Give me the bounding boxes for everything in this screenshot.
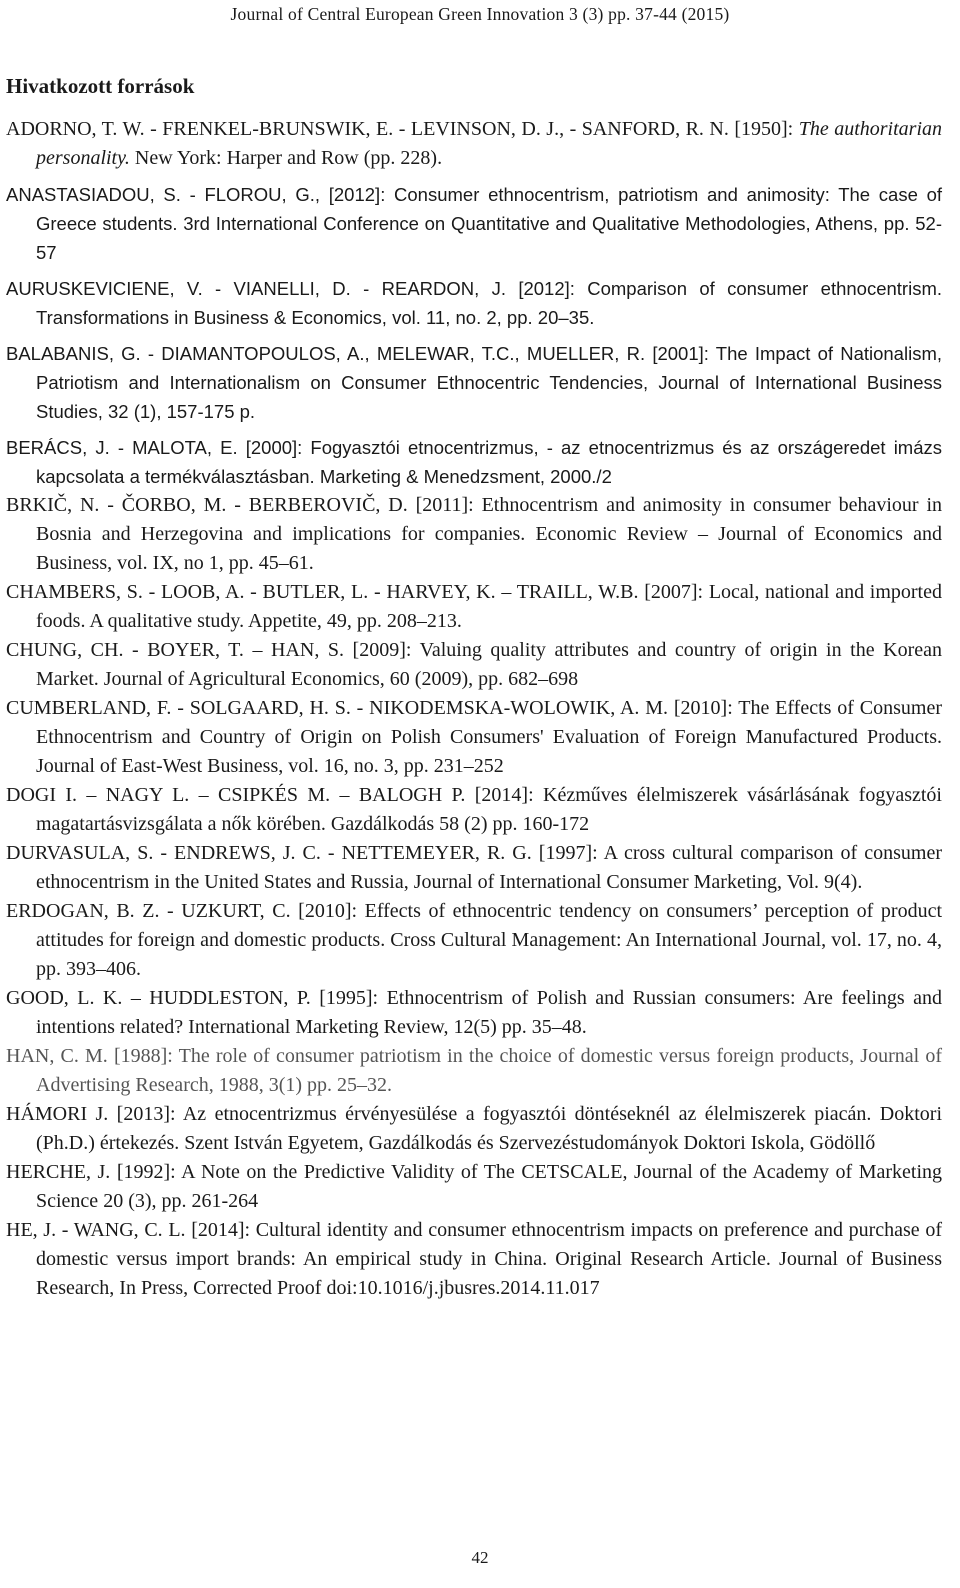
section-title: Hivatkozott források [6, 74, 195, 98]
reference-title-italic: The authoritarian personality. [36, 118, 943, 169]
page-number: 42 [471, 1548, 489, 1567]
reference-item: HÁMORI J. [2013]: Az etnocentrizmus érvényesülése a fogyasztói döntéseknél az élelmiszerek piacán. Doktori (Ph.D.) értekezés. Szent István Egyetem, Gazdálkodás és Szervezéstudományok Doktori Iskola, Gödöllő [6, 1103, 942, 1154]
reference-item: BALABANIS, G. - DIAMANTOPOULOS, A., MELEWAR, T.C., MUELLER, R. [2001]: The Impact of Nationalism, Patriotism and Internationalism on Consumer Ethnocentric Tendencies, Journal of International Business Studies, 32 (1), 157-175 p. [6, 343, 942, 422]
reference-text: New York: Harper and Row (pp. 228). [129, 147, 443, 169]
reference-item: AURUSKEVICIENE, V. - VIANELLI, D. - REARDON, J. [2012]: Comparison of consumer ethnocentrism. Transformations in Business & Economics, vol. 11, no. 2, pp. 20–35. [6, 278, 942, 328]
reference-list [6, 115, 942, 1303]
running-header: Journal of Central European Green Innovation 3 (3) pp. 37-44 (2015) [230, 4, 730, 24]
reference-item: CUMBERLAND, F. - SOLGAARD, H. S. - NIKODEMSKA-WOLOWIK, A. M. [2010]: The Effects of Consumer Ethnocentrism and Country of Origin on Polish Consumers' Evaluation of Foreign Manufactured Products. Journal of East-West Business, vol. 16, no. 3, pp. 231–252 [6, 697, 942, 777]
reference-item: HE, J. - WANG, C. L. [2014]: Cultural identity and consumer ethnocentrism impacts on preference and purchase of domestic versus import brands: An empirical study in China. Original Research Article. Journal of Business Research, In Press, Corrected Proof doi:10.1016/j.jbusres.2014.11.017 [6, 1219, 942, 1299]
reference-item: CHAMBERS, S. - LOOB, A. - BUTLER, L. - HARVEY, K. – TRAILL, W.B. [2007]: Local, national and imported foods. A qualitative study. Appetite, 49, pp. 208–213. [6, 581, 942, 632]
reference-item [6, 115, 942, 173]
reference-item: GOOD, L. K. – HUDDLESTON, P. [1995]: Ethnocentrism of Polish and Russian consumers: Are feelings and intentions related? International Marketing Review, 12(5) pp. 35–48. [6, 987, 942, 1038]
reference-item: DOGI I. – NAGY L. – CSIPKÉS M. – BALOGH P. [2014]: Kézműves élelmiszerek vásárlásának fogyasztói magatartásvizsgálata a nők körében. Gazdálkodás 58 (2) pp. 160-172 [6, 784, 942, 835]
reference-item: BERÁCS, J. - MALOTA, E. [2000]: Fogyasztói etnocentrizmus, - az etnocentrizmus és az országeredet imázs kapcsolata a termékválasztásban. Marketing & Menedzsment, 2000./2 [6, 437, 942, 487]
reference-item: DURVASULA, S. - ENDREWS, J. C. - NETTEMEYER, R. G. [1997]: A cross cultural comparison of consumer ethnocentrism in the United States and Russia, Journal of International Consumer Marketing, Vol. 9(4). [6, 842, 942, 893]
reference-item: HAN, C. M. [1988]: The role of consumer patriotism in the choice of domestic versus foreign products, Journal of Advertising Research, 1988, 3(1) pp. 25–32. [6, 1045, 942, 1096]
reference-item: HERCHE, J. [1992]: A Note on the Predictive Validity of The CETSCALE, Journal of the Academy of Marketing Science 20 (3), pp. 261-264 [6, 1161, 942, 1212]
reference-item: BRKIČ, N. - ČORBO, M. - BERBEROVIČ, D. [2011]: Ethnocentrism and animosity in consumer behaviour in Bosnia and Herzegovina and implications for companies. Economic Review – Journal of Economics and Business, vol. IX, no 1, pp. 45–61. [6, 494, 942, 574]
reference-item: ANASTASIADOU, S. - FLOROU, G., [2012]: Consumer ethnocentrism, patriotism and animosity: The case of Greece students. 3rd International Conference on Quantitative and Qualitative Methodologies, Athens, pp. 52-57 [6, 184, 942, 263]
reference-text: ADORNO, T. W. - FRENKEL-BRUNSWIK, E. - LEVINSON, D. J., - SANFORD, R. N. [1950]: [6, 118, 799, 140]
reference-item: CHUNG, CH. - BOYER, T. – HAN, S. [2009]: Valuing quality attributes and country of origin in the Korean Market. Journal of Agricultural Economics, 60 (2009), pp. 682–698 [6, 639, 942, 690]
reference-item: ERDOGAN, B. Z. - UZKURT, C. [2010]: Effects of ethnocentric tendency on consumers’ perception of product attitudes for foreign and domestic products. Cross Cultural Management: An International Journal, vol. 17, no. 4, pp. 393–406. [6, 900, 942, 980]
